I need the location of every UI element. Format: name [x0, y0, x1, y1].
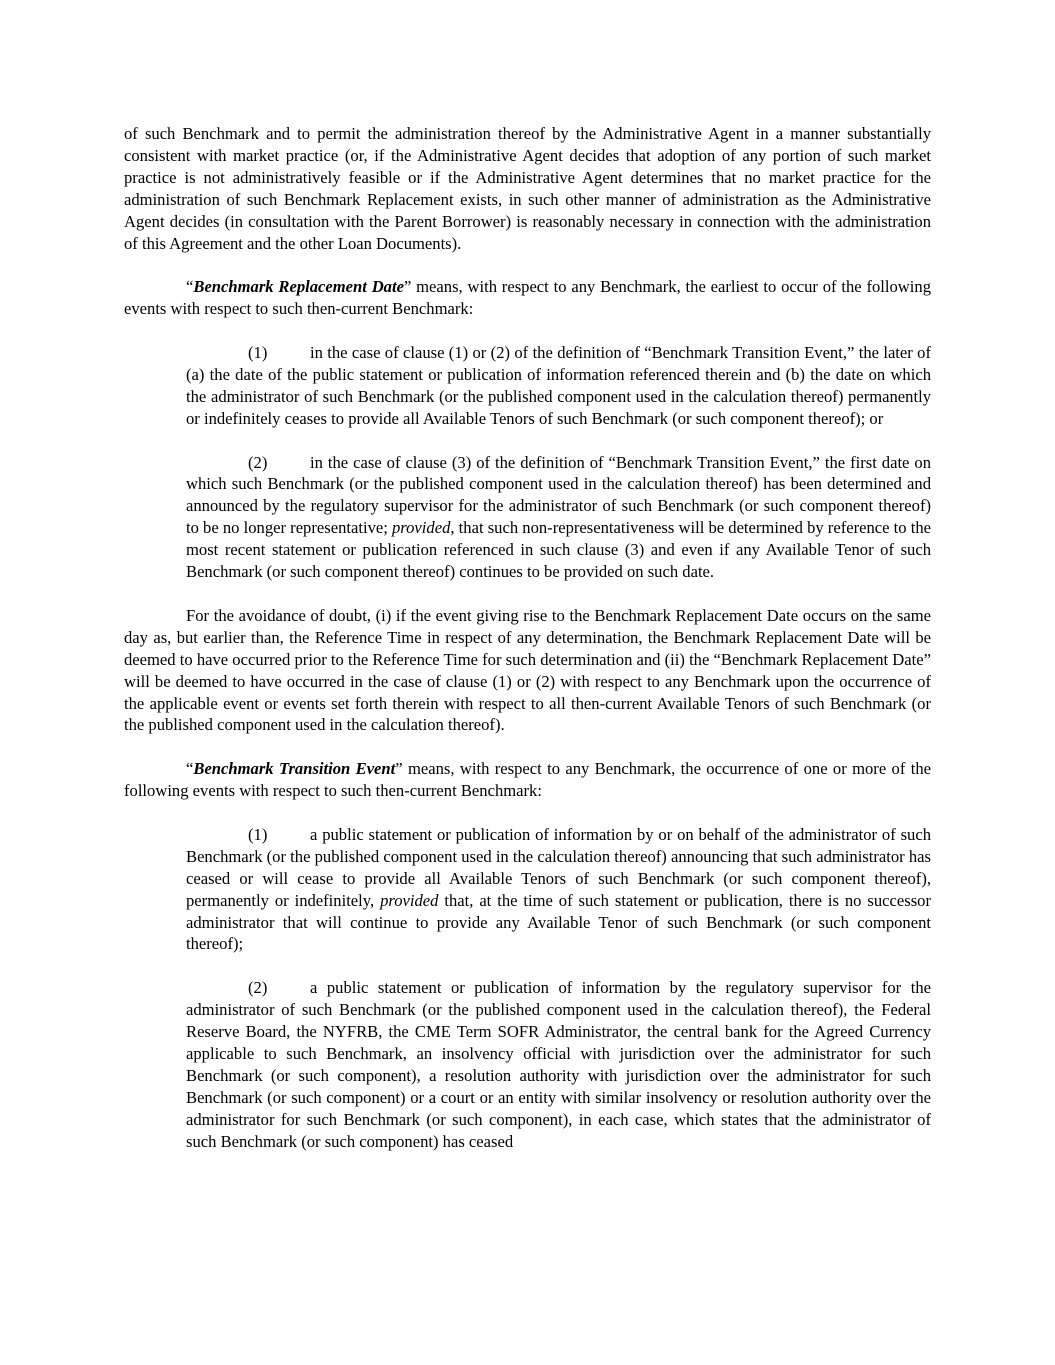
- event-item-2: [186, 977, 931, 1152]
- event-item-1: [186, 824, 931, 955]
- clause-text-before: in the case of clause (3) of the definition of “Benchmark Transition Event,” the first date on which such Benchmark (or the published component used in the calculation thereof) has been determined and announced by the regulatory supervisor for the administrator of such Benchmark (or such component thereof) to be no longer representative;: [186, 452, 931, 538]
- definition-text: ” means, with respect to any Benchmark, the earliest to occur of the following events with respect to such then-current Benchmark:: [124, 277, 931, 319]
- definition-benchmark-replacement-date: [124, 276, 931, 320]
- paragraph-text: of such Benchmark and to permit the administration thereof by the Administrative Agent in a manner substantially consistent with market practice (or, if the Administrative Agent decides that adoption of any portion of such market practice is not administratively feasible or if the Administrative Agent determines that no market practice for the administration of such Benchmark Replacement exists, in such other manner of administration as the Administrative Agent decides (in consultation with the Parent Borrower) is reasonably necessary in connection with the administration of this Agreement and the other Loan Documents).: [124, 124, 931, 253]
- clause-text: a public statement or publication of information by the regulatory supervisor for the administrator of such Benchmark (or the published component used in the calculation thereof), the Federal Reserve Board, the NYFRB, the CME Term SOFR Administrator, the central bank for the Agreed Currency applicable to such Benchmark, an insolvency official with jurisdiction over the administrator for such Benchmark (or such component), a resolution authority with jurisdiction over the administrator for such Benchmark (or such component) or a court or an entity with similar insolvency or resolution authority over the administrator for such Benchmark (or such component), in each case, which states that the administrator of such Benchmark (or such component) has ceased: [186, 978, 931, 1151]
- clause-item-2: [186, 452, 931, 583]
- clause-italic-word: provided: [380, 890, 439, 910]
- paragraph-administration: [124, 123, 931, 254]
- clause-text: in the case of clause (1) or (2) of the definition of “Benchmark Transition Event,” the later of (a) the date of the public statement or publication of information referenced therein and (b) the date on which the administrator of such Benchmark (or the published component used in the calculation thereof) permanently or indefinitely ceases to provide all Available Tenors of such Benchmark (or such component thereof); or: [186, 343, 931, 428]
- definition-text: ” means, with respect to any Benchmark, the occurrence of one or more of the following events with respect to such then-current Benchmark:: [124, 759, 931, 801]
- clause-text-after: that, at the time of such statement or publication, there is no successor administrator that will continue to provide any Available Tenor of such Benchmark (or such component thereof);: [186, 890, 931, 954]
- clause-item-1: [186, 342, 931, 430]
- clause-number: (1): [248, 824, 268, 844]
- clause-number: (1): [248, 343, 268, 363]
- open-quote: “: [186, 759, 194, 779]
- clause-italic-word: provided: [392, 518, 451, 538]
- document-page: [124, 123, 931, 1174]
- defined-term: Benchmark Transition Event: [193, 759, 396, 779]
- definition-benchmark-transition-event: [124, 758, 931, 802]
- clause-text-before: a public statement or publication of information by or on behalf of the administrator of such Benchmark (or the published component used in the calculation thereof) announcing that such administrator has ceased or will cease to provide all Available Tenors of such Benchmark (or such component thereof), permanently or indefinitely,: [186, 824, 931, 910]
- paragraph-avoidance-of-doubt: [124, 605, 931, 736]
- clause-number: (2): [248, 978, 268, 998]
- open-quote: “: [186, 277, 194, 297]
- clause-text-after: , that such non-representativeness will be determined by reference to the most recent statement or publication referenced in such clause (3) and even if any Available Tenor of such Benchmark (or such component thereof) continues to be provided on such date.: [186, 518, 931, 582]
- defined-term: Benchmark Replacement Date: [193, 277, 404, 297]
- paragraph-text: For the avoidance of doubt, (i) if the event giving rise to the Benchmark Replacement Date occurs on the same day as, but earlier than, the Reference Time in respect of any determination, the Benchmark Replacement Date will be deemed to have occurred prior to the Reference Time for such determination and (ii) the “Benchmark Replacement Date” will be deemed to have occurred in the case of clause (1) or (2) with respect to any Benchmark upon the occurrence of the applicable event or events set forth therein with respect to all then-current Available Tenors of such Benchmark (or the published component used in the calculation thereof).: [124, 605, 931, 735]
- clause-number: (2): [248, 452, 268, 472]
